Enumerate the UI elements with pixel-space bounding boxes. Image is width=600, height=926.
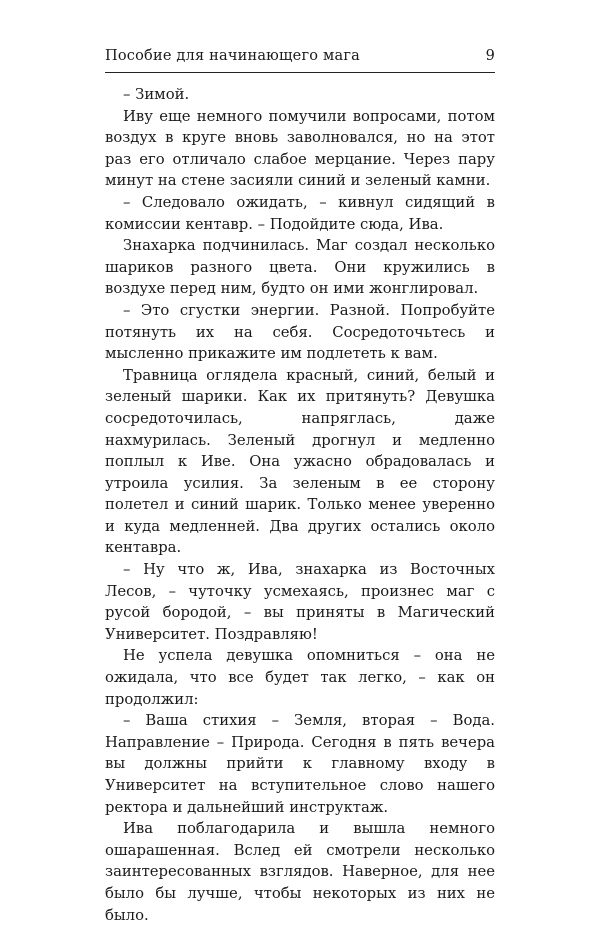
paragraph: – Это сгустки энергии. Разной. Попробуйте потянуть их на себя. Сосредоточьтесь и мысленно прикажите им подлететь к вам.	[105, 301, 495, 363]
paragraph: Ива поблагодарила и вышла немного ошарашенная. Вслед ей смотрели несколько заинтересованных взглядов. Наверное, для нее было бы лучше, чтобы некоторых из них не было.	[105, 820, 495, 924]
page-number: 9	[485, 48, 495, 64]
body-text	[105, 84, 495, 926]
paragraph: Иву еще немного помучили вопросами, потом воздух в круге вновь заволновался, но на этот раз его отличало слабое мерцание. Через пару минут на стене засияли синий и зеленый камни.	[105, 107, 495, 190]
paragraph: Знахарка подчинилась. Маг создал несколько шариков разного цвета. Они кружились в воздухе перед ним, будто он ими жонглировал.	[105, 237, 495, 298]
paragraph: – Ваша стихия – Земля, вторая – Вода. Направление – Природа. Сегодня в пять вечера вы должны прийти к главному входу в Университет на вступительное слово нашего ректора и дальнейший инструктаж.	[105, 712, 495, 816]
paragraph: – Зимой.	[123, 86, 190, 103]
paragraph: Не успела девушка опомниться – она не ожидала, что все будет так легко, – как он продолжил:	[105, 647, 495, 708]
book-title: Пособие для начинающего мага	[105, 48, 360, 64]
paragraph: Травница оглядела красный, синий, белый и зеленый шарики. Как их притянуть? Девушка сосредоточилась, напряглась, даже нахмурилась. Зеленый дрогнул и медленно поплыл к Иве. Она ужасно обрадовалась и утроила усилия. За зеленым в ее сторону полетел и синий шарик. Только менее уверенно и куда медленней. Два других остались около кентавра.	[105, 366, 495, 557]
header-rule	[105, 72, 495, 73]
paragraph: – Следовало ожидать, – кивнул сидящий в комиссии кентавр. – Подойдите сюда, Ива.	[105, 193, 495, 233]
running-header	[105, 48, 495, 70]
paragraph: – Ну что ж, Ива, знахарка из Восточных Лесов, – чуточку усмехаясь, произнес маг с русой бородой, – вы приняты в Магический Университет. Поздравляю!	[105, 561, 495, 643]
